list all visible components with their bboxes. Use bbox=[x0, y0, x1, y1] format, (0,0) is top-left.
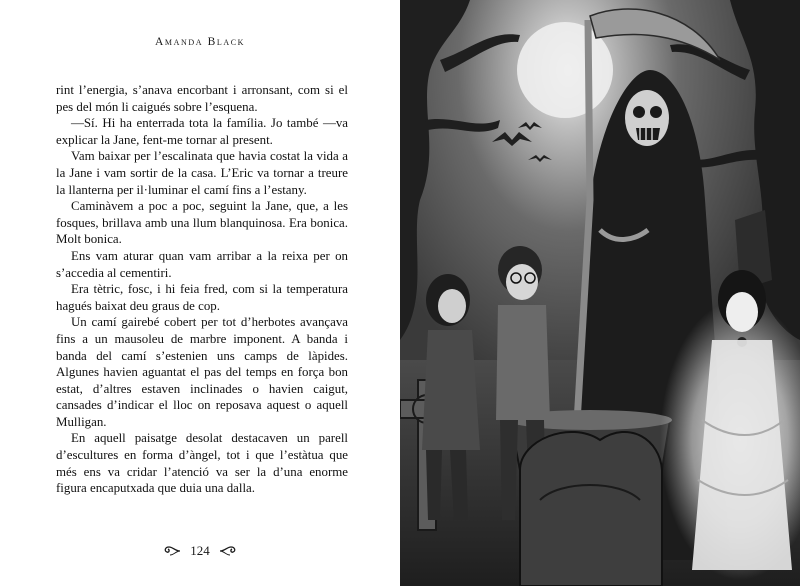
foreground-tombstone bbox=[520, 432, 662, 586]
paragraph: Un camí gairebé cobert per tot d’herbotes avançava fins a un mausoleu de marbre imponent. A banda i banda del camí s’estenien uns camps de làpides. Algunes havien aguantat el pas del temps en força bon estat, d’altres estaven inclinades o havien caigut, cansades d’indicar el lloc on reposava aquest o aquell Mulligan. bbox=[56, 315, 348, 429]
right-flourish-icon bbox=[219, 545, 241, 557]
graveyard-illustration bbox=[400, 0, 800, 586]
page-folio bbox=[0, 542, 400, 559]
paragraph: Caminàvem a poc a poc, seguint la Jane, que, a les fosques, brillava amb una llum blanquinosa. Era bonica. Molt bonica. bbox=[56, 199, 348, 247]
paragraph: Vam baixar per l’escalinata que havia costat la vida a la Jane i vam sortir de la casa. L’Eric va tornar a treure la llanterna per il·luminar el camí fins a l’estany. bbox=[56, 149, 348, 197]
running-head: Amanda Black bbox=[154, 36, 246, 48]
illustration-page bbox=[400, 0, 800, 586]
body-text bbox=[56, 82, 348, 497]
paragraph: En aquell paisatge desolat destacaven un parell d’escultures en forma d’àngel, tot i que l’estàtua que més ens va cridar l’atenció va ser la d’una enorme figura encaputxada que duia una dalla. bbox=[56, 431, 348, 496]
paragraph: Era tètric, fosc, i hi feia fred, com si la temperatura hagués baixat deu graus de cop. bbox=[56, 282, 348, 313]
paragraph: Ens vam aturar quan vam arribar a la reixa per on s’accedia al cementiri. bbox=[56, 248, 348, 280]
paragraph: —Sí. Hi ha enterrada tota la família. Jo també —va explicar la Jane, fent-me tornar al present. bbox=[56, 116, 348, 147]
page-number: 124 bbox=[190, 543, 210, 559]
left-flourish-icon bbox=[159, 545, 181, 557]
paragraph: rint l’energia, s’anava encorbant i arronsant, com si el pes del món li caigués sobre l’esquena. bbox=[56, 83, 348, 114]
